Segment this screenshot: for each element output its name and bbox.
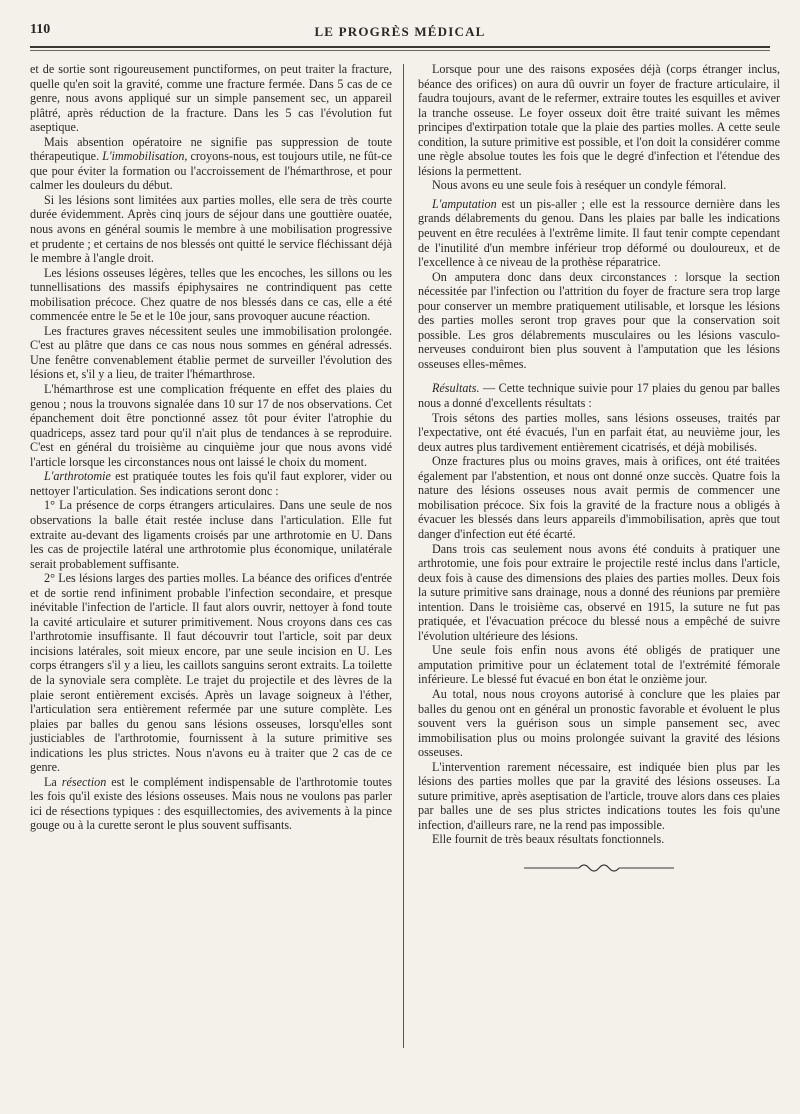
right-column: [418, 62, 780, 879]
italic-term: L'arthrotomie: [44, 469, 111, 484]
text-run: est un pis-aller ; elle est la ressource dernière dans les grands délabrements du genou. Dans les plaies par balle les indications peuvent en être reculées à l'extrême limite. Il faut tenir compte cependant de l'inutilité d'un membre inférieur trop déformé ou douloureux, et de l'excellence à ce niveau de la prothèse réparatrice.: [418, 196, 780, 270]
paragraph: Lorsque pour une des raisons exposées déjà (corps étranger inclus, béance des orifices) on aura dû ouvrir un foyer de fracture articulaire, il faudra toujours, avant de le refermer, extraire toutes les esquilles et aviver la tranche osseuse. Le foyer osseux doit être traité suivant les mêmes principes d'extirpation totale que la plaie des parties molles. A cette seule condition, la suture primitive est possible, et l'on doit la considérer comme une règle absolue toutes les fois que le degré d'infection et l'étendue des lésions la permettent.: [418, 62, 780, 178]
paragraph: L'intervention rarement nécessaire, est indiquée bien plus par les lésions des parties molles que par la gravité des lésions osseuses. La suture primitive, après aseptisation de l'article, trouve alors dans ces plaies par balles une de ses plus strictes indications toutes les fois qu'une infection, d'ailleurs rare, ne la rend pas impossible.: [418, 759, 780, 832]
italic-term: résection: [61, 774, 107, 789]
italic-term: L'immobilisation,: [102, 149, 188, 164]
paragraph: Elle fournit de très beaux résultats fonctionnels.: [432, 832, 665, 847]
paragraph: Une seule fois enfin nous avons été obligés de pratiquer une amputation primitive pour un éclatement total de l'extrémité fémorale inférieure. Le blessé fut évacué en bon état le onzième jour.: [418, 643, 780, 687]
paragraph: [30, 469, 392, 498]
paragraph: L'hémarthrose est une complication fréquente en effet des plaies du genou ; nous la trouvons signalée dans 10 sur 17 de nos observations. Cet épanchement doit être ponctionné assez tôt pour éviter l'atrophie du quadriceps, assez tard pour qu'il n'ait plus de tendances à se reproduire. C'est en général du troisième au cinquième jour que nous avons vidé l'article lorsque les circonstances nous ont laissé le choix du moment.: [30, 382, 392, 469]
header-rule-thin: [30, 50, 770, 51]
paragraph: On amputera donc dans deux circonstances : lorsque la section nécessitée par l'infection ou l'attrition du foyer de fracture sera trop large pour conserver un membre pratiquement utilisable, et lorsque les lésions des parties molles seront trop graves pour que la conservation soit possible. Les gros délabrements musculaires ou les lésions vasculo-nerveuses conduiront bien plus souvent à l'amputation que les lésions osseuses elles-mêmes.: [418, 269, 780, 371]
paragraph: Au total, nous nous croyons autorisé à conclure que les plaies par balles du genou ont en général un pronostic favorable et évoluent le plus souvent vers la guérison sous un simple pansement sec, avec immobilisation plus ou moins prolongée suivant la gravité des lésions osseuses.: [418, 686, 780, 760]
text-run: croyons-nous, est toujours utile, ne fût-ce que pour éviter la formation ou l'accroissement de l'hémarthrose, et pour calmer les douleurs du début.: [30, 149, 392, 193]
text-columns: [30, 62, 780, 1104]
paragraph: [30, 135, 392, 193]
paragraph: 2° Les lésions larges des parties molles. La béance des orifices d'entrée et de sortie rend infiniment probable l'infection secondaire, et presque inévitable l'infection de l'article. Il faut alors ouvrir, nettoyer à fond toute la cavité articulaire et suturer primitivement. Nous croyons dans ces cas l'arthrotomie insuffisante. Il faut découvrir tout l'article, soit par deux incisions latérales, soit mieux encore, par une seule incision en U. Les corps étrangers s'il y a lieu, les caillots sanguins seront extraits. La toilette de la synoviale sera complète. Le trajet du projectile et des lèvres de la plaie seront entièrement excisés. Après un lavage soigneux à l'éther, l'articulation sera entièrement refermée par une suture complète. Les plaies par balles du genou sans lésions osseuses, lorsqu'elles sont justiciables de l'arthrotomie, fournissent à la suture primitive ses indications les plus strictes. Nous n'avons eu à traiter que 2 cas de ce genre.: [30, 571, 392, 775]
swash-ornament-icon: [524, 861, 674, 875]
page-number: 110: [30, 22, 51, 37]
paragraph: Onze fractures plus ou moins graves, mais à orifices, ont été traitées également par l'abstention, et nous ont donné onze succès. Quatre fois la nature des lésions osseuses nous avait permis de commencer une mobilisation précoce. Six fois la gravité de la fracture nous a obligés à évacuer les blessés dans leurs appareils d'immobilisation, après que tout danger d'infection eut été écarté.: [418, 454, 780, 541]
paragraph: Nous avons eu une seule fois à reséquer un condyle fémoral.: [432, 178, 727, 193]
column-divider: [403, 64, 404, 1048]
paragraph: [30, 775, 392, 833]
paragraph: Les lésions osseuses légères, telles que les encoches, les sillons ou les tunnellisations des massifs épiphysaires ne contrindiquent pas cette mobilisation précoce. Chez quatre de nos blessés dans ce cas, elle a été commencée entre le 5e et le 10e jour, sans provoquer aucune réaction.: [30, 265, 392, 324]
text-run: La: [44, 774, 57, 789]
text-run: Mais absention opératoire ne signifie pas suppression de toute thérapeutique.: [30, 134, 392, 164]
italic-term: L'amputation: [432, 196, 497, 211]
text-run: est le complément indispensable de l'arthrotomie toutes les fois qu'il existe des lésions osseuses. Mais nous ne voulons pas parler ici de résections typiques : des esquillectomies, des avivements à la pince gouge ou à la curette seront le plus souvent suffisants.: [30, 774, 392, 833]
text-run: — Cette technique suivie pour 17 plaies du genou par balles nous a donné d'excellents résultats :: [418, 381, 780, 411]
running-title: LE PROGRÈS MÉDICAL: [314, 24, 486, 39]
paragraph: Les fractures graves nécessitent seules une immobilisation prolongée. C'est au plâtre que dans ce cas nous nous sommes en général adressés. Une fenêtre convenablement établie permet de surveiller l'évolution des lésions et, s'il y a lieu, de traiter l'hémarthrose.: [30, 323, 392, 382]
paragraph: 1° La présence de corps étrangers articulaires. Dans une seule de nos observations la balle était restée incluse dans l'articulation. Elle fut extraite au-devant des ligaments croisés par une arthrotomie en U. Dans les cas de projectile latéral une arthrotomie plus économique, unilatérale serait probablement suffisante.: [30, 498, 392, 571]
left-column: [30, 62, 392, 833]
paragraph: [418, 197, 780, 270]
header-rule: [30, 46, 770, 48]
paragraph: Dans trois cas seulement nous avons été conduits à pratiquer une arthrotomie, une fois pour extraire le projectile resté inclus dans l'article, deux fois à cause des dimensions des plaies des parties molles. Deux fois la suture primitive sans drainage, nous a donné des réunions par première intention. Dans le troisième cas, observé en 1915, la suture ne fut pas pratiquée, et l'évacuation précoce du blessé nous a empêché de suivre l'évolution ultérieure des lésions.: [418, 541, 780, 643]
page-header: [30, 22, 770, 42]
paragraph: [418, 381, 780, 410]
paragraph: Si les lésions sont limitées aux parties molles, elle sera de très courte durée évidemment. Après cinq jours de séjour dans une gouttière ouatée, nous avons en général soumis le membre à une mobilisation progressive et prudente ; et certains de nos blessés ont quitté le service fléchissant déjà le membre à l'angle droit.: [30, 192, 392, 266]
paragraph: et de sortie sont rigoureusement punctiformes, on peut traiter la fracture, quelle qu'en soit la gravité, comme une fracture fermée. Dans 5 cas de ce genre, nous avons appliqué sur un simple pansement sec, un appareil plâtré, après réduction de la fracture. Dans les 5 cas l'évolution fut aseptique.: [30, 62, 392, 135]
italic-term: Résultats.: [432, 381, 480, 396]
paragraph: Trois sétons des parties molles, sans lésions osseuses, traités par l'expectative, ont été évacués, l'un en parfait état, au neuvième jour, les deux autres plus tardivement entièrement cicatrisés, et déjà mobilisés.: [418, 410, 780, 454]
text-run: est pratiquée toutes les fois qu'il faut explorer, vider ou nettoyer l'articulation. Ses indications seront donc :: [30, 469, 392, 498]
end-ornament: [418, 861, 780, 879]
